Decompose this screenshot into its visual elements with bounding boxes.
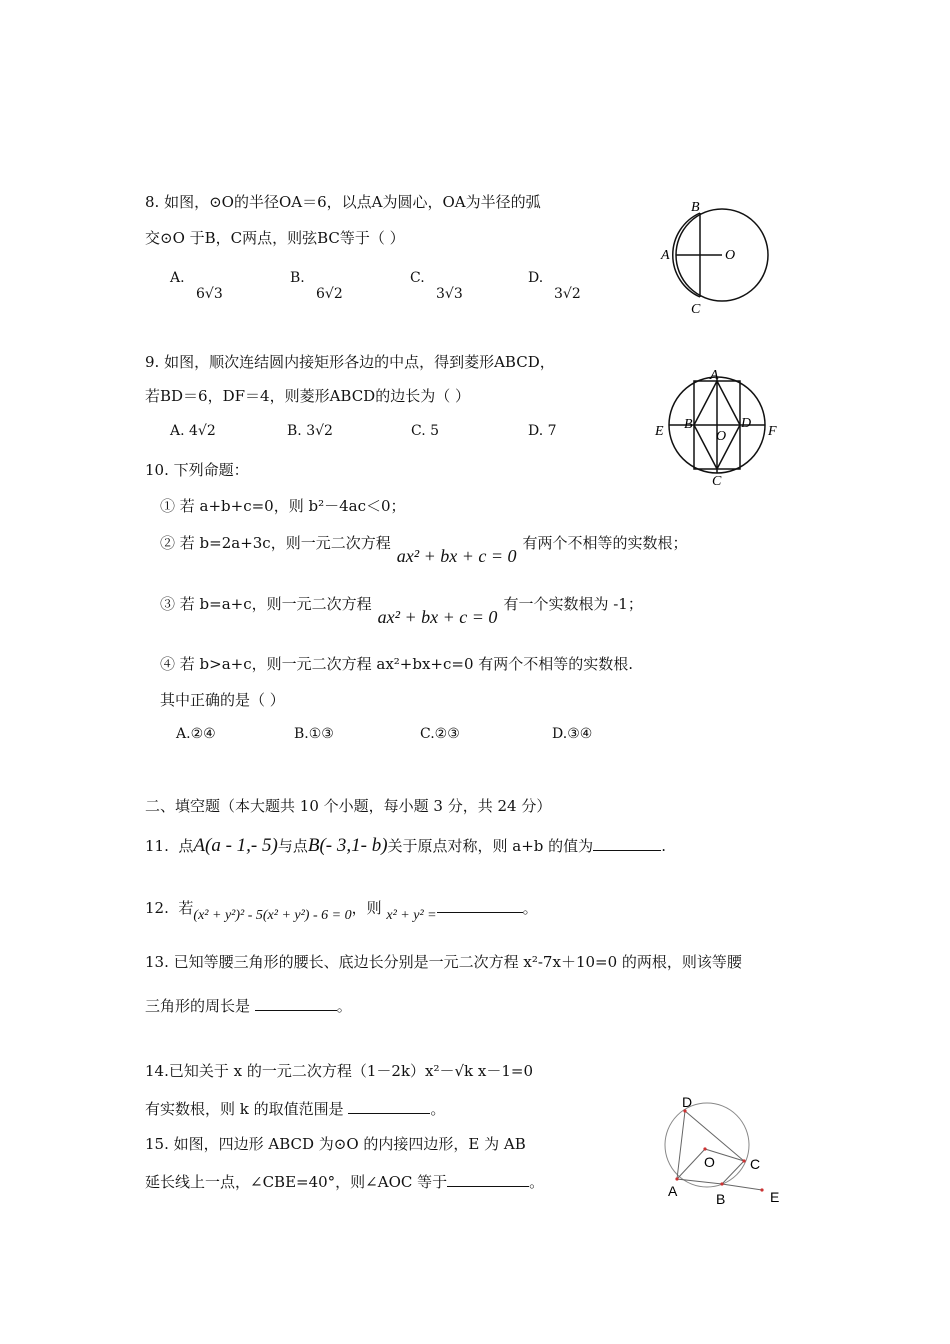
q12-number: 12.	[145, 899, 169, 917]
q8-option-b-value: 6√2	[316, 286, 343, 302]
q11-number: 11.	[145, 837, 169, 855]
q8-option-c-label: C.	[410, 270, 425, 286]
q8-label-b: B	[691, 200, 700, 215]
q8-option-a-value: 6√3	[196, 286, 223, 302]
q10-option-d-value: ③④	[567, 726, 593, 742]
q9-label-e: E	[655, 424, 664, 439]
q8-option-a-label: A.	[170, 270, 185, 286]
q13-line2-text: 三角形的周长是	[145, 997, 251, 1015]
q11-end: .	[661, 837, 666, 855]
q12-pre: 若	[178, 899, 194, 917]
q9-label-d: D	[741, 416, 752, 431]
q10-option-b-value: ①③	[308, 726, 334, 742]
q15-line2	[145, 1172, 544, 1192]
q9-option-a-value: 4√2	[189, 423, 216, 439]
q9-label-b: B	[684, 417, 693, 432]
q10-proposition-2	[160, 532, 688, 566]
q10-option-a-label: A.	[176, 726, 191, 742]
q9-option-d-label: D.	[528, 423, 544, 439]
q9-line2: 若BD＝6，DF＝4，则菱形ABCD的边长为（ ）	[145, 387, 470, 405]
q12-end: 。	[522, 899, 538, 917]
q14-line1: 14.已知关于 x 的一元二次方程（1－2k）x²－√k x－1=0	[145, 1062, 534, 1080]
q9-figure	[650, 365, 790, 490]
q10-option-a-value: ②④	[190, 726, 216, 742]
q15-answer-blank[interactable]	[447, 1172, 529, 1187]
q8-label-c: C	[691, 302, 701, 317]
q15-label-a: A	[668, 1183, 678, 1199]
q12-mid: ，则	[351, 899, 382, 917]
q10-proposition-3	[160, 593, 643, 627]
q11-mid: 与点	[277, 837, 308, 855]
q11-answer-blank[interactable]	[593, 836, 661, 851]
q9-option-c-label: C.	[411, 423, 426, 439]
q12-equation: (x² + y²)² - 5(x² + y²) - 6 = 0	[193, 908, 352, 923]
q14-line2	[145, 1099, 445, 1119]
q12-expression: x² + y² =	[386, 908, 437, 923]
q8-option-d-label: D.	[528, 270, 544, 286]
q8-line2: 交⊙O 于B，C两点，则弦BC等于（ ）	[145, 229, 405, 247]
q8-label-a: A	[661, 248, 670, 263]
q9-option-c-value: 5	[430, 423, 440, 439]
q8-option-b-label: B.	[290, 270, 305, 286]
q10-option-b-label: B.	[294, 726, 309, 742]
q8-figure	[655, 195, 780, 320]
q10-p3-pre: ③ 若 b=a+c，则一元二次方程	[160, 595, 372, 613]
q15-label-e: E	[770, 1189, 780, 1205]
q8-label-o: O	[725, 248, 736, 263]
q10-stem: 10. 下列命题：	[145, 461, 249, 479]
q12-answer-blank[interactable]	[437, 898, 523, 913]
q15-end: 。	[529, 1173, 545, 1191]
q8-line1: 8. 如图，⊙O的半径OA＝6，以点A为圆心，OA为半径的弧	[145, 193, 541, 211]
q10-p3-equation: ax² + bx + c = 0	[377, 607, 498, 627]
q13-line2	[145, 996, 352, 1016]
q13-answer-blank[interactable]	[255, 996, 337, 1011]
q8-option-c-value: 3√3	[436, 286, 463, 302]
q10-option-c-label: C.	[420, 726, 435, 742]
q10-proposition-1: ① 若 a+b+c=0，则 b²－4ac＜0；	[160, 497, 406, 515]
q8-option-d-value: 3√2	[554, 286, 581, 302]
q9-line1: 9. 如图，顺次连结圆内接矩形各边的中点，得到菱形ABCD，	[145, 353, 555, 371]
q11-pre: 点	[178, 837, 194, 855]
q12	[145, 898, 538, 923]
q10-proposition-4: ④ 若 b>a+c，则一元二次方程 ax²+bx+c=0 有两个不相等的实数根.	[160, 655, 634, 673]
q15-label-o: O	[704, 1154, 715, 1170]
q11-post: 关于原点对称，则 a+b 的值为	[387, 837, 594, 855]
q9-option-b-label: B.	[287, 423, 302, 439]
q9-label-o: O	[716, 429, 727, 444]
q15-line2-text: 延长线上一点，∠CBE=40°，则∠AOC 等于	[145, 1173, 448, 1191]
q15-label-b: B	[716, 1191, 726, 1207]
q9-option-b-value: 3√2	[306, 423, 333, 439]
q11-point-a: A(a - 1,- 5)	[193, 835, 278, 856]
q10-ask: 其中正确的是（ ）	[160, 691, 285, 709]
q10-option-d-label: D.	[552, 726, 568, 742]
q14-end: 。	[430, 1100, 446, 1118]
q11	[145, 836, 666, 856]
q10-p3-post: 有一个实数根为 -1；	[503, 595, 643, 613]
q9-label-a: A	[710, 368, 719, 383]
q15-line1: 15. 如图，四边形 ABCD 为⊙O 的内接四边形，E 为 AB	[145, 1135, 526, 1153]
q13-line1: 13. 已知等腰三角形的腰长、底边长分别是一元二次方程 x²-7x＋10=0 的两根，则该等腰	[145, 953, 742, 971]
section-2-title: 二、填空题（本大题共 10 个小题，每小题 3 分，共 24 分）	[145, 797, 552, 815]
q10-p2-pre: ② 若 b=2a+3c，则一元二次方程	[160, 534, 391, 552]
q9-option-a-label: A.	[170, 423, 185, 439]
q14-line2-text: 有实数根，则 k 的取值范围是	[145, 1100, 344, 1118]
q10-p2-post: 有两个不相等的实数根；	[522, 534, 688, 552]
q9-label-f: F	[768, 424, 777, 439]
q10-p2-equation: ax² + bx + c = 0	[396, 546, 517, 566]
q11-point-b: B(- 3,1- b)	[307, 835, 388, 856]
q13-end: 。	[336, 997, 352, 1015]
q9-option-d-value: 7	[547, 423, 557, 439]
q14-answer-blank[interactable]	[348, 1099, 430, 1114]
q15-label-c: C	[750, 1156, 761, 1172]
q9-label-c: C	[712, 474, 722, 489]
q15-label-d: D	[682, 1094, 693, 1110]
q10-option-c-value: ②③	[434, 726, 460, 742]
q15-figure	[655, 1092, 790, 1210]
